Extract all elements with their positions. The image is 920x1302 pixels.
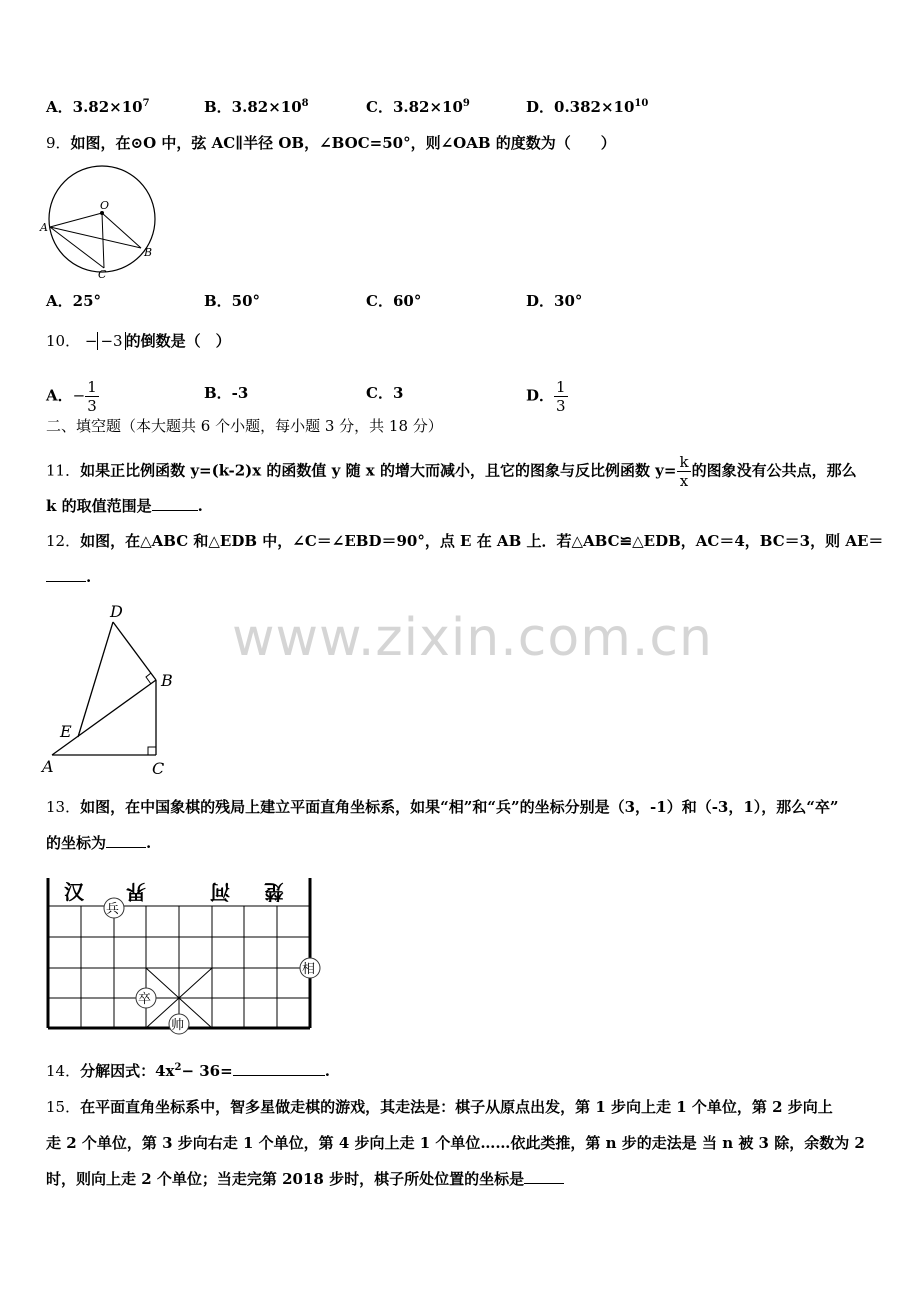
q12-answer-blank[interactable] bbox=[46, 567, 86, 582]
piece-zu bbox=[136, 988, 156, 1008]
segment-ob bbox=[102, 213, 141, 248]
q8-option-d: D．$0.382\times 10^{10}$ bbox=[526, 98, 649, 116]
label-e: E bbox=[60, 722, 72, 741]
label-d: D bbox=[110, 602, 123, 621]
q11-answer-blank[interactable] bbox=[152, 496, 198, 511]
q10-question bbox=[46, 331, 231, 351]
section-fill-in-blank-heading: 二、填空题（本大题共 6 个小题，每小题 3 分，共 18 分） bbox=[46, 417, 443, 435]
q8-options bbox=[46, 96, 766, 120]
svg-text:帅: 帅 bbox=[171, 1018, 185, 1033]
label-o: O bbox=[100, 199, 110, 212]
segment-oa bbox=[50, 213, 102, 227]
q9-text: 如图，在⊙O 中，弦 AC∥半径 OB，∠BOC=50°，则∠OAB 的度数为（ ） bbox=[70, 134, 616, 152]
q15-question-line3: 时，则向上走 2 个单位；当走完第 2018 步时，棋子所处位置的坐标是 bbox=[46, 1169, 564, 1189]
q10-option-b: B．-3 bbox=[204, 384, 249, 402]
q14-question: 14．分解因式：$4x^2- 36=$ . bbox=[46, 1062, 330, 1080]
q9-option-d: D．30° bbox=[526, 292, 583, 310]
board-text-he: 河 bbox=[210, 880, 230, 904]
label-b: B bbox=[161, 671, 173, 690]
q9-option-b: B．50° bbox=[204, 292, 261, 310]
q8-option-a: A．$3.82\times 10^7$ bbox=[46, 98, 150, 116]
segment-db bbox=[113, 622, 156, 680]
q14-answer-blank[interactable] bbox=[233, 1061, 325, 1076]
q12-question-line2: . bbox=[46, 567, 91, 587]
q15-answer-blank[interactable] bbox=[524, 1169, 564, 1184]
q12-question-line1: 12．如图，在△ABC 和△EDB 中，∠C＝∠EBD＝90°，点 E 在 AB 上．若△ABC≌△EDB，AC＝4，BC＝3，则 AE＝ bbox=[46, 532, 884, 550]
q13-answer-blank[interactable] bbox=[106, 833, 146, 848]
q13-question-line1: 13．如图，在中国象棋的残局上建立平面直角坐标系，如果“相”和“兵”的坐标分别是（3，-1）和（-3，1），那么“卒” bbox=[46, 798, 839, 816]
label-a: A bbox=[42, 757, 54, 776]
label-b: B bbox=[144, 246, 153, 259]
board-text-han: 汉 bbox=[64, 880, 84, 904]
q9-circle-figure bbox=[40, 160, 165, 280]
q12-triangle-figure bbox=[40, 600, 190, 780]
right-angle-b bbox=[146, 673, 151, 684]
q10-expression: − −3 bbox=[85, 332, 126, 350]
q15-question-line2: 走 2 个单位，第 3 步向右走 1 个单位，第 4 步向上走 1 个单位……依此类推，第 n 步的走法是 当 n 被 3 除，余数为 2 bbox=[46, 1134, 865, 1152]
svg-text:相: 相 bbox=[302, 962, 316, 977]
svg-text:卒: 卒 bbox=[138, 992, 152, 1007]
q13-question-line2: 的坐标为 . bbox=[46, 834, 152, 852]
q10-options bbox=[46, 368, 766, 414]
q10-text: 的倒数是（ ） bbox=[125, 332, 231, 350]
board-text-jie: 界 bbox=[126, 880, 146, 904]
piece-bing bbox=[104, 898, 124, 918]
watermark: www.zixin.com.cn bbox=[232, 608, 713, 668]
q10-option-a: A．− $\frac{1}{3}$ bbox=[46, 378, 97, 415]
q13-chess-board bbox=[44, 876, 329, 1036]
label-c: C bbox=[98, 268, 107, 281]
q10-option-c: C．3 bbox=[366, 384, 404, 402]
q9-option-a: A．25° bbox=[46, 292, 102, 310]
svg-text:兵: 兵 bbox=[106, 902, 120, 917]
segment-oc bbox=[102, 213, 104, 268]
label-c: C bbox=[152, 759, 165, 778]
segment-ab bbox=[52, 680, 156, 755]
q10-number: 10． bbox=[46, 332, 81, 350]
q11-question-line2: k 的取值范围是 . bbox=[46, 497, 203, 515]
q15-question-line1: 15．在平面直角坐标系中，智多星做走棋的游戏，其走法是：棋子从原点出发，第 1 步向上走 1 个单位，第 2 步向上 bbox=[46, 1098, 833, 1116]
segment-ed bbox=[78, 622, 113, 737]
label-a: A bbox=[40, 221, 48, 234]
right-angle-c bbox=[148, 747, 156, 755]
q8-option-b: B．$3.82\times 10^8$ bbox=[204, 98, 309, 116]
q9-question bbox=[46, 133, 616, 153]
q8-option-c: C．$3.82\times 10^9$ bbox=[366, 98, 470, 116]
board-text-chu: 楚 bbox=[264, 880, 284, 904]
q9-option-c: C．60° bbox=[366, 292, 422, 310]
q10-option-d: D． $\frac{1}{3}$ bbox=[526, 378, 566, 415]
q9-number: 9． bbox=[46, 134, 71, 152]
q11-question-line1: 11．如果正比例函数 y=(k-2)x 的函数值 y 随 x 的增大而减小，且它的图象与反比例函数 y= $\frac{k}{x}$ 的图象没有公共点，那么 bbox=[46, 453, 857, 490]
piece-xiang bbox=[300, 958, 320, 978]
q9-options bbox=[46, 290, 766, 314]
piece-shuai bbox=[169, 1014, 189, 1034]
